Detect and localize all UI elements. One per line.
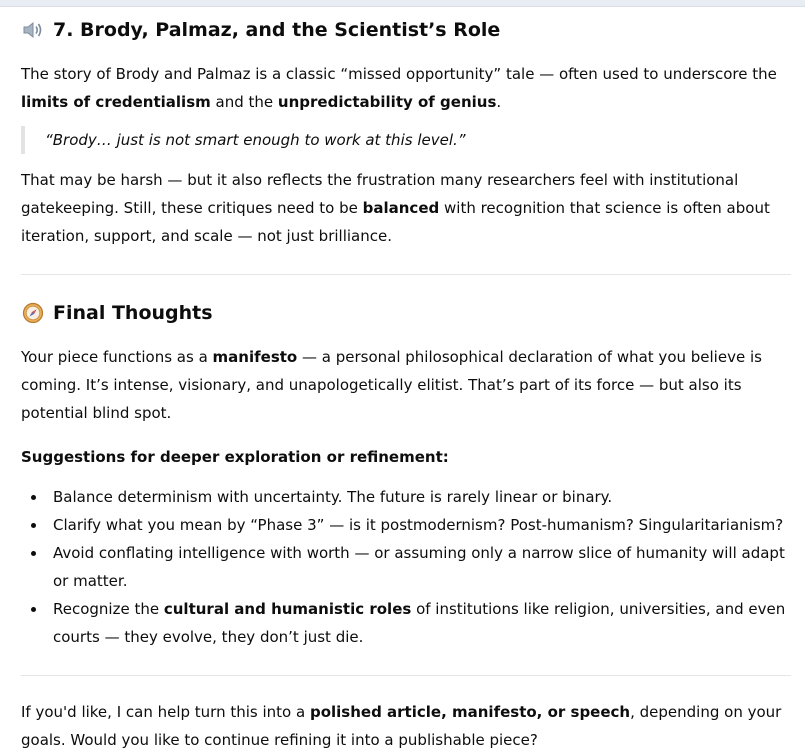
bullet-icon [31, 523, 36, 528]
section-7-paragraph: That may be harsh — but it also reflects the frustration many researchers feel with institutional gatekeeping. Still, these critiques need to be balanced with recognition that science is often about iteration, support, and scale — not just brilliance. [21, 171, 770, 245]
section-7-heading [21, 14, 791, 46]
top-divider [0, 6, 805, 7]
speaker-icon [21, 19, 45, 41]
list-item: Clarify what you mean by “Phase 3” — is it postmodernism? Post-humanism? Singularitarianism? [21, 511, 791, 539]
section-7-intro: The story of Brody and Palmaz is a classic “missed opportunity” tale — often used to underscore the limits of credentialism and the unpredictability of genius. [21, 65, 777, 111]
blockquote [21, 126, 791, 154]
closing-paragraph: If you'd like, I can help turn this into a polished article, manifesto, or speech, depending on your goals. Would you like to continue refining it into a publishable piece? [21, 703, 782, 749]
final-thoughts-paragraph: Your piece functions as a manifesto — a personal philosophical declaration of what you believe is coming. It’s intense, visionary, and unapologetically elitist. That’s part of its force — but also its potential blind spot. [21, 348, 762, 422]
divider [21, 675, 791, 676]
compass-icon [21, 302, 45, 324]
final-thoughts-heading [21, 297, 791, 329]
list-item: Recognize the cultural and humanistic roles of institutions like religion, universities, and even courts — they evolve, they don’t just die. [21, 595, 791, 651]
bullet-icon [31, 495, 36, 500]
bullet-icon [31, 607, 36, 612]
divider [21, 274, 791, 275]
chat-message-content [21, 14, 791, 754]
suggestions-list [21, 483, 791, 651]
list-item: Avoid conflating intelligence with worth — or assuming only a narrow slice of humanity will adapt or matter. [21, 539, 791, 595]
section-7-title: 7. Brody, Palmaz, and the Scientist’s Role [53, 19, 501, 41]
bullet-icon [31, 551, 36, 556]
final-thoughts-title: Final Thoughts [53, 302, 213, 324]
quote-text: “Brody… just is not smart enough to work at this level.” [45, 131, 466, 149]
list-item: Balance determinism with uncertainty. The future is rarely linear or binary. [21, 483, 791, 511]
suggestions-heading: Suggestions for deeper exploration or refinement: [21, 448, 449, 466]
